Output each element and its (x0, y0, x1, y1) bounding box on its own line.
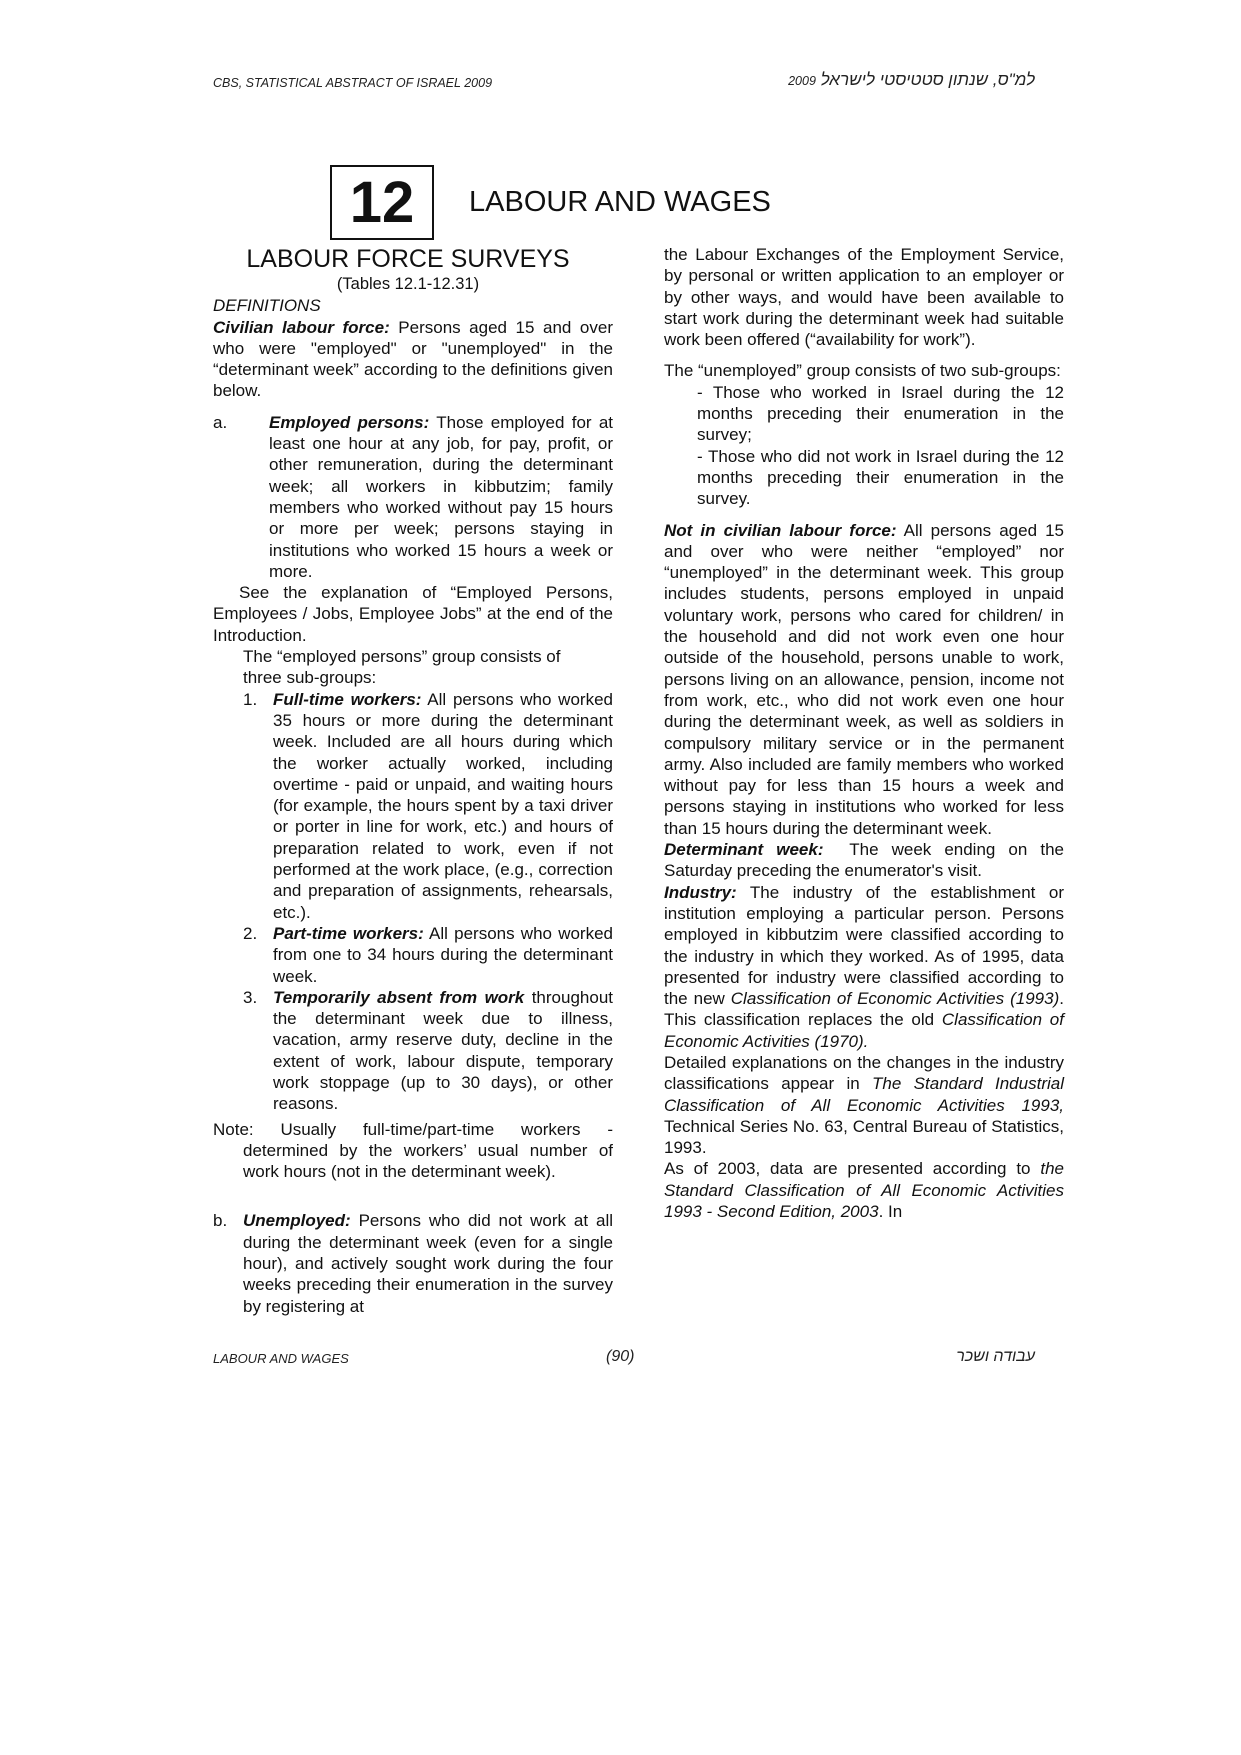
detailed-explanations (664, 1052, 1064, 1158)
publication-title: the Standard Classification of All Economic Activities 1993 - Second Edition, 2003 (664, 1159, 1064, 1222)
term: Determinant week: (664, 840, 824, 860)
as-of-2003-paragraph (664, 1158, 1064, 1222)
paragraph-text: Technical Series No. 63, Central Bureau of Statistics, 1993. (664, 1116, 1064, 1158)
term: Temporarily absent from work (273, 987, 525, 1007)
definition-text: The industry of the establishment or institution employing a particular person. Persons employed in kibbutzim were classified according to the industry in which they worked. As of 1995, data presented for industry were classified according to the new (664, 882, 1064, 1009)
subgroup-temporarily-absent (213, 987, 613, 1115)
paragraph-text: . In (878, 1202, 903, 1222)
unemployed-subgroup: - Those who did not work in Israel during the 12 months preceding their enumeration in the survey. (697, 446, 1064, 509)
footer-chapter-name-hebrew: עבודה ושכר (956, 1348, 1035, 1365)
definition-text: . This classification replaces the old (664, 989, 1064, 1030)
item-body (273, 689, 613, 923)
note-body (213, 1119, 613, 1183)
term: Unemployed: (243, 1211, 351, 1231)
chapter-title: LABOUR AND WAGES (469, 186, 771, 218)
item-number: 3. (243, 987, 258, 1007)
definition-text: Those employed for at least one hour at any job, for pay, profit, or other remuneration, during the determinant week; all workers in kibbutzim; family members who worked without pay 15 hours or more per week; persons staying in institutions who worked 15 hours a week or more. (269, 412, 613, 581)
definition-determinant-week (664, 839, 1069, 882)
section-title: LABOUR FORCE SURVEYS (246, 245, 570, 273)
chapter-number-box: 12 (330, 165, 434, 240)
see-explanation-note: See the explanation of “Employed Persons, Employees / Jobs, Employee Jobs” at the end of the Introduction. (213, 583, 613, 645)
definition-text: The week ending on the Saturday preceding the enumerator's visit. (664, 840, 1069, 881)
definition-text: Persons who did not work at all during the determinant week (even for a single hour), and actively sought work during the four weeks preceding their enumeration in the survey by registering at (243, 1211, 613, 1316)
item-body (269, 412, 613, 582)
definition-employed-persons (213, 412, 613, 582)
unemployed-continuation: the Labour Exchanges of the Employment Service, by personal or written application to an employer or by other ways, and would have been available to start work during the determinant week had suitable work been offered (“availability for work”). (664, 245, 1064, 350)
definition-text: All persons who worked from one to 34 hours during the determinant week. (273, 923, 613, 986)
term: Not in civilian labour force: (664, 520, 897, 540)
definition-not-in-labour-force (664, 520, 1064, 839)
unemployed-subgroup: - Those who worked in Israel during the 12 months preceding their enumeration in the survey; (697, 382, 1064, 445)
running-header-year: 2009 (788, 74, 816, 88)
item-number: 2. (243, 923, 258, 943)
item-body (243, 1210, 613, 1316)
term: Full-time workers: (273, 689, 422, 709)
left-column (213, 244, 613, 1317)
term: Civilian labour force: (213, 317, 390, 337)
page-number: (90) (606, 1348, 635, 1365)
item-number: 1. (243, 689, 258, 709)
running-header-hebrew-text: למ"ס, שנתון סטטיסטי לישראל (820, 70, 1035, 89)
definition-text: Persons aged 15 and over who were "employed" or "unemployed" in the “determinant week” according to the definitions given below. (213, 317, 613, 401)
subgroup-full-time (213, 689, 613, 923)
footer-chapter-name: LABOUR AND WAGES (213, 1351, 349, 1366)
term: Industry: (664, 882, 737, 902)
definition-text: All persons who worked 35 hours or more during the determinant week. Included are all hours during which the worker actually worked, including overtime - paid or unpaid, and waiting hours (for example, the hours spent by a taxi driver or porter in line for work, etc.) and hours of preparation related to work, even if not performed at the work place, (e.g., correction and preparation of assignments, rehearsals, etc.). (273, 689, 613, 922)
publication-title: The Standard Industrial Classification of All Economic Activities 1993, (664, 1074, 1064, 1115)
term: Employed persons: (269, 412, 430, 432)
note-text: Usually full-time/part-time workers - determined by the workers’ usual number of work hours (not in the determinant week). (243, 1119, 613, 1182)
note-full-part-time (213, 1119, 613, 1183)
right-column (664, 244, 1069, 1222)
subgroup-part-time (213, 923, 613, 987)
publication-title: Classification of Economic Activities (1970). (664, 1010, 1064, 1051)
running-header-english: CBS, STATISTICAL ABSTRACT OF ISRAEL 2009 (213, 76, 493, 90)
definition-civilian-labour-force (213, 317, 613, 402)
term: Part-time workers: (273, 923, 424, 943)
paragraph-text: Detailed explanations on the changes in the industry classifications appear in (664, 1052, 1064, 1094)
paragraph-text: As of 2003, data are presented according to (664, 1159, 1041, 1179)
definition-text: All persons aged 15 and over who were neither “employed” nor “unemployed” in the determinant week. This group includes students, persons employed in unpaid voluntary work, persons who cared for children/ in the household and did not work even one hour outside of the household, persons unable to work, persons living on an allowance, pension, income not from work, etc., who did not work even one hour during the determinant week, as well as soldiers in compulsory military service or in the permanent army. Also included are family members who worked without pay for less than 15 hours a week and persons staying in institutions who worked for less than 15 hours during the determinant week. (664, 520, 1064, 838)
definition-text: throughout the determinant week due to illness, vacation, army reserve duty, decline in the extent of work, labour dispute, temporary work stoppage (up to 30 days), or other reasons. (273, 987, 613, 1114)
item-body (273, 923, 613, 987)
employed-group-intro: The “employed persons” group consists of three sub-groups: (243, 647, 561, 688)
running-header-hebrew (788, 70, 1035, 90)
publication-title: Classification of Economic Activities (1993) (730, 989, 1060, 1009)
definition-unemployed (213, 1210, 613, 1316)
unemployed-group-intro: The “unemployed” group consists of two sub-groups: (664, 361, 1061, 381)
item-body (273, 987, 613, 1115)
section-tables-reference: (Tables 12.1-12.31) (336, 275, 480, 293)
item-label: a. (213, 412, 228, 432)
definition-industry (664, 882, 1064, 1052)
item-label: b. (213, 1211, 228, 1231)
definitions-heading: DEFINITIONS (213, 296, 321, 316)
note-label: Note: (213, 1119, 254, 1139)
